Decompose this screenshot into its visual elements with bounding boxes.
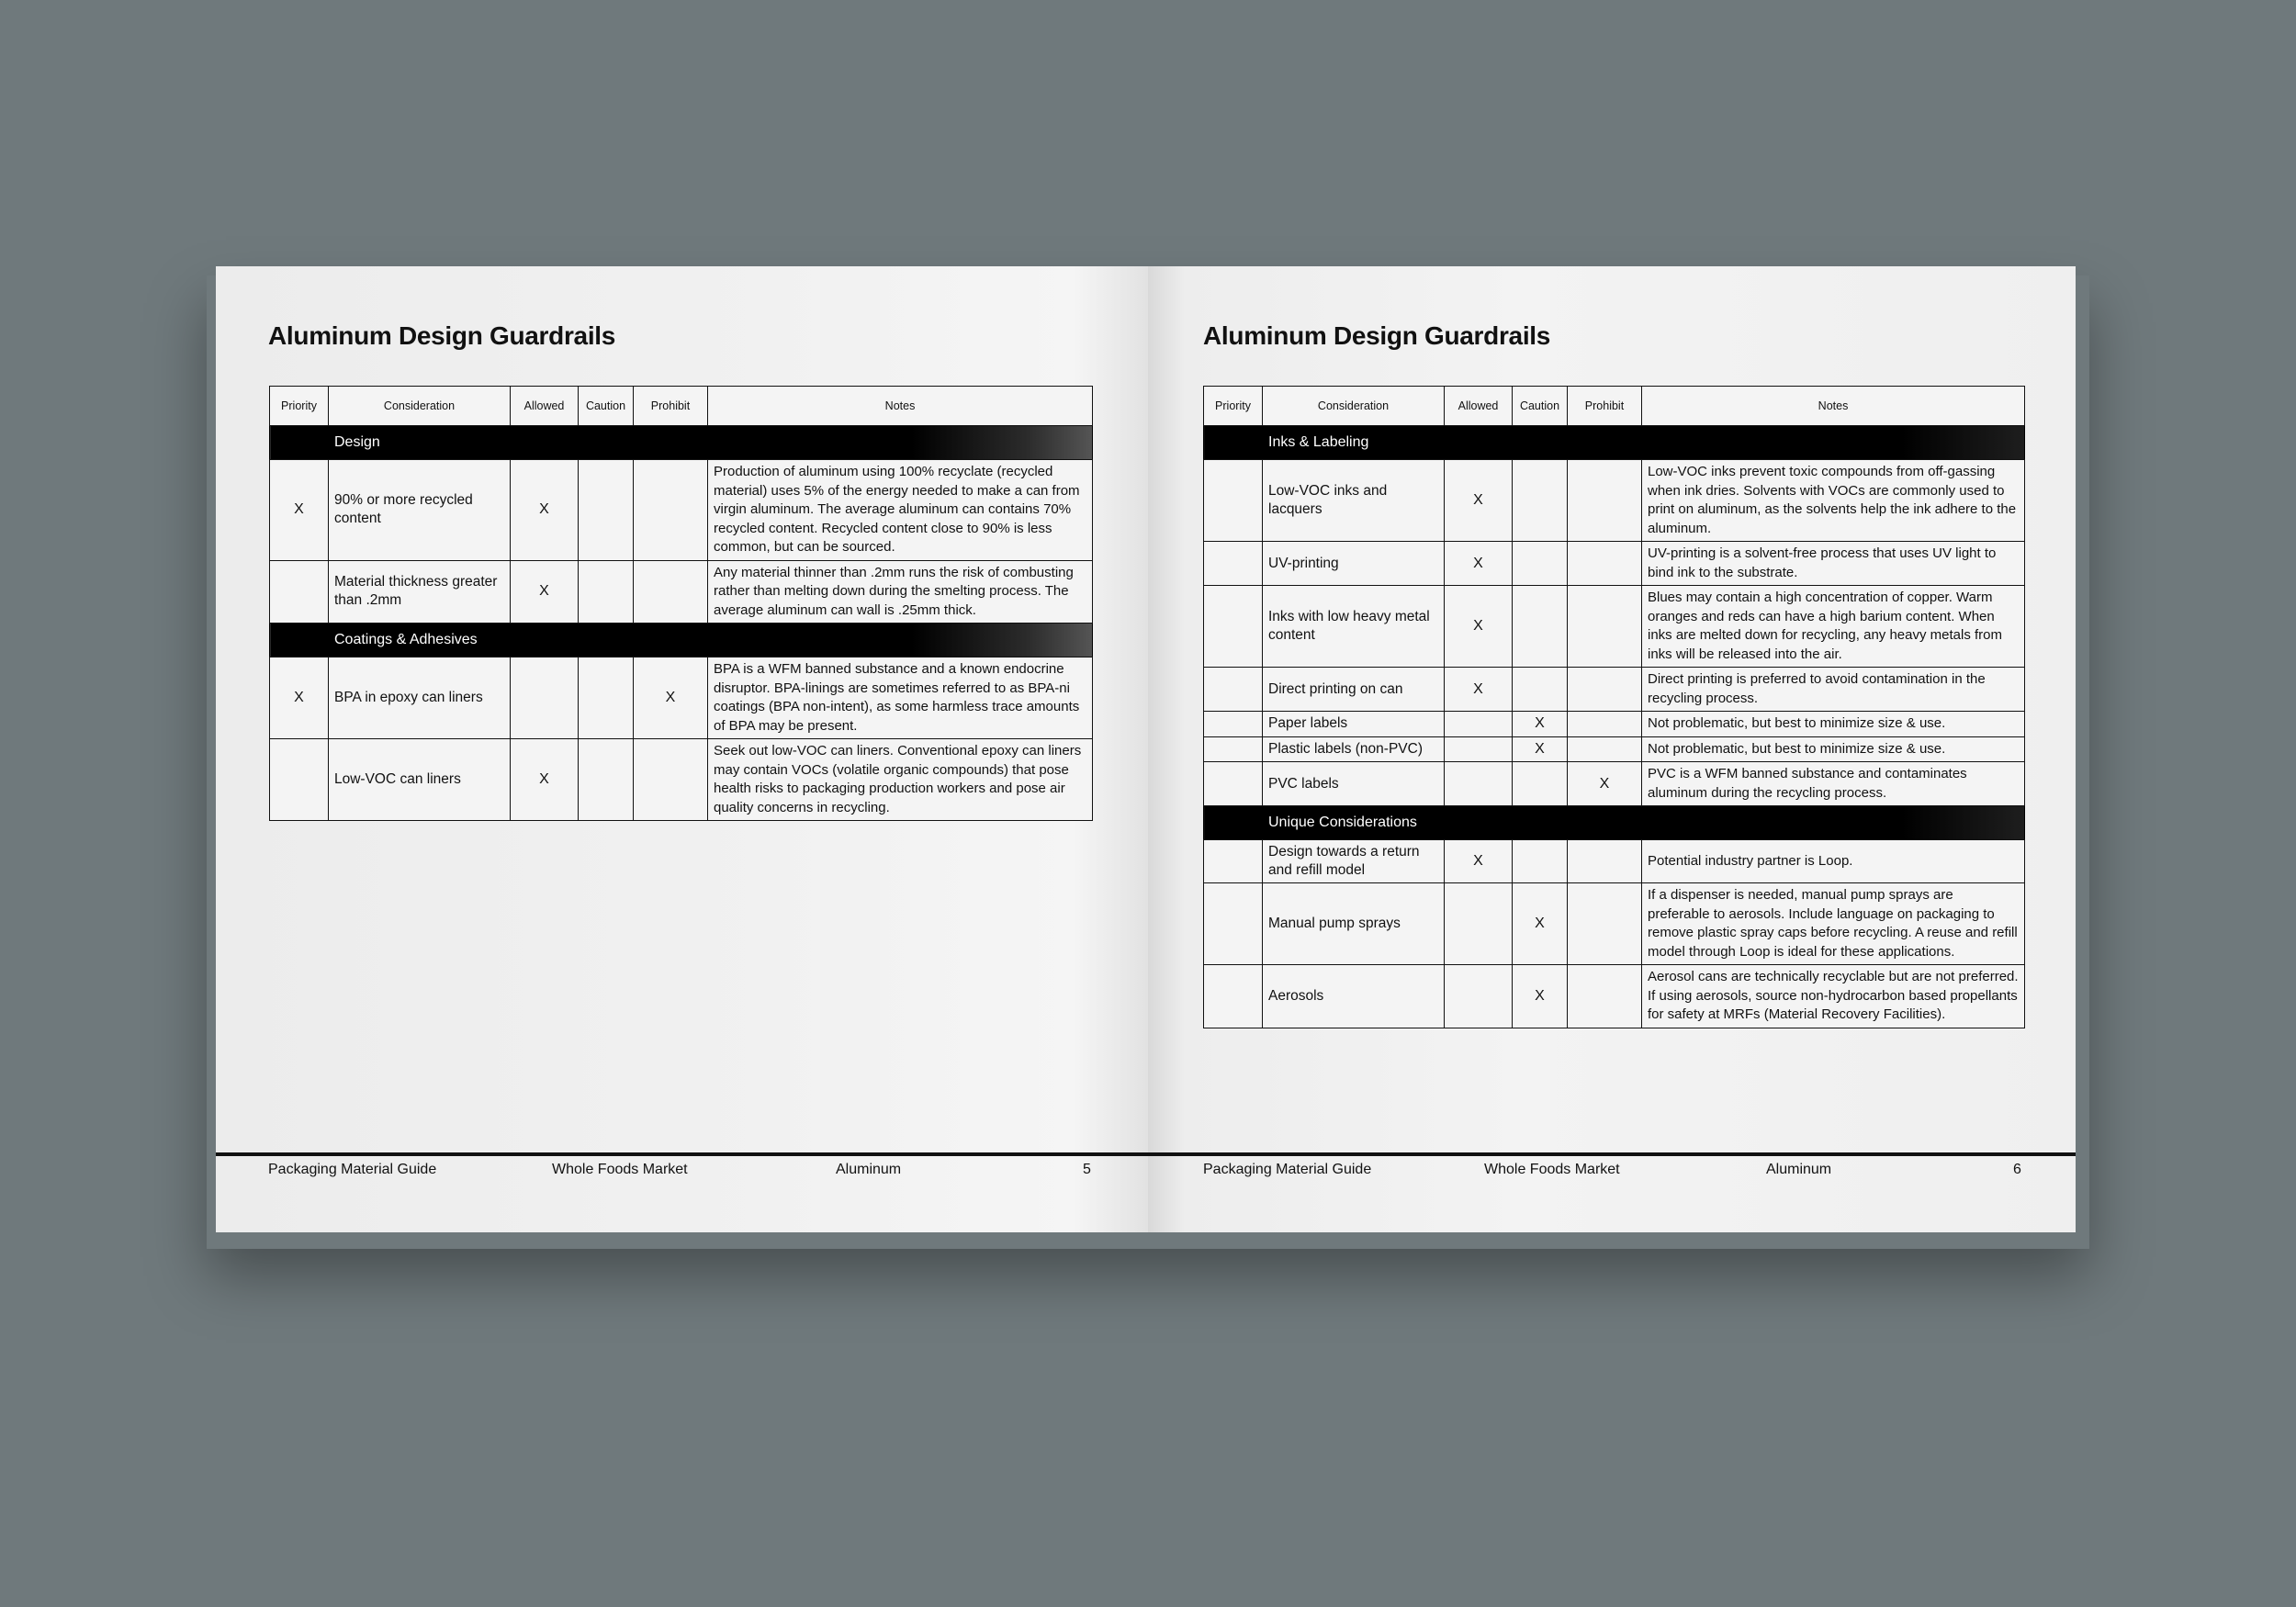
prohibit-cell [634,739,708,821]
header-priority: Priority [270,387,329,426]
header-prohibit: Prohibit [634,387,708,426]
table-row [1204,762,2025,806]
consideration-cell: Inks with low heavy metal content [1263,586,1445,668]
consideration-cell: BPA in epoxy can liners [329,657,511,739]
consideration-cell: Paper labels [1263,712,1445,737]
table-row [1204,712,2025,737]
table-body [270,426,1093,821]
caution-cell [1513,460,1568,542]
caution-cell [579,460,634,561]
section-header-row [270,624,1093,657]
allowed-cell: X [511,739,579,821]
footer-guide: Packaging Material Guide [1203,1162,1372,1177]
allowed-cell: X [1445,840,1513,883]
priority-cell [270,560,329,624]
notes-cell: PVC is a WFM banned substance and contaminates aluminum during the recycling process. [1642,762,2025,806]
right-page [1148,266,2076,1232]
header-allowed: Allowed [511,387,579,426]
consideration-cell: Aerosols [1263,965,1445,1028]
priority-cell [1204,736,1263,762]
prohibit-cell: X [634,657,708,739]
header-notes: Notes [708,387,1093,426]
priority-cell [1204,542,1263,586]
priority-cell [1204,965,1263,1028]
allowed-cell: X [511,460,579,561]
caution-cell [579,657,634,739]
notes-cell: Potential industry partner is Loop. [1642,840,2025,883]
prohibit-cell: X [1568,762,1642,806]
prohibit-cell [634,560,708,624]
footer-page-number: 6 [2013,1162,2021,1177]
page-title: Aluminum Design Guardrails [1203,321,1551,350]
consideration-cell: Design towards a return and refill model [1263,840,1445,883]
caution-cell [1513,840,1568,883]
caution-cell [1513,586,1568,668]
section-label: Design [270,426,1093,460]
table-row [1204,460,2025,542]
header-priority: Priority [1204,387,1263,426]
table-row [270,460,1093,561]
table-row [1204,586,2025,668]
priority-cell [1204,762,1263,806]
section-header-row [270,426,1093,460]
consideration-cell: Low-VOC inks and lacquers [1263,460,1445,542]
footer-rule [216,1152,1148,1156]
consideration-cell: 90% or more recycled content [329,460,511,561]
prohibit-cell [1568,460,1642,542]
page-title: Aluminum Design Guardrails [268,321,616,350]
section-header-row [1204,426,2025,460]
footer-guide: Packaging Material Guide [268,1162,437,1177]
footer-page-number: 5 [1083,1162,1091,1177]
guardrails-table [269,386,1093,821]
header-caution: Caution [1513,387,1568,426]
footer-brand: Whole Foods Market [1484,1162,1620,1177]
section-label: Inks & Labeling [1204,426,2025,460]
consideration-cell: PVC labels [1263,762,1445,806]
footer-material: Aluminum [1766,1162,1832,1177]
allowed-cell [511,657,579,739]
allowed-cell: X [1445,668,1513,712]
header-allowed: Allowed [1445,387,1513,426]
allowed-cell [1445,883,1513,965]
notes-cell: UV-printing is a solvent-free process that uses UV light to bind ink to the substrate. [1642,542,2025,586]
allowed-cell: X [1445,542,1513,586]
header-consideration: Consideration [1263,387,1445,426]
table-row [1204,965,2025,1028]
allowed-cell [1445,965,1513,1028]
notes-cell: Any material thinner than .2mm runs the risk of combusting rather than melting down during the smelting process. The average aluminum can wall is .25mm thick. [708,560,1093,624]
consideration-cell: UV-printing [1263,542,1445,586]
prohibit-cell [1568,542,1642,586]
prohibit-cell [1568,668,1642,712]
header-consideration: Consideration [329,387,511,426]
allowed-cell: X [511,560,579,624]
notes-cell: BPA is a WFM banned substance and a known endocrine disruptor. BPA-linings are sometimes referred to as BPA-ni coatings (BPA non-intent), as some harmless trace amounts of BPA may be present. [708,657,1093,739]
priority-cell [1204,712,1263,737]
prohibit-cell [1568,840,1642,883]
footer-rule [1148,1152,2076,1156]
table-header-row [270,387,1093,426]
left-page [216,266,1148,1232]
caution-cell [1513,762,1568,806]
header-caution: Caution [579,387,634,426]
notes-cell: Production of aluminum using 100% recyclate (recycled material) uses 5% of the energy needed to make a can from virgin aluminum. The average aluminum can contains 70% recycled content. Recycled content close to 90% is less common, but can be sourced. [708,460,1093,561]
table-row [1204,542,2025,586]
table-row [1204,736,2025,762]
caution-cell [579,560,634,624]
priority-cell: X [270,460,329,561]
consideration-cell: Manual pump sprays [1263,883,1445,965]
allowed-cell [1445,712,1513,737]
header-notes: Notes [1642,387,2025,426]
notes-cell: Direct printing is preferred to avoid contamination in the recycling process. [1642,668,2025,712]
table-row [270,657,1093,739]
prohibit-cell [1568,712,1642,737]
footer-material: Aluminum [836,1162,902,1177]
notes-cell: Not problematic, but best to minimize size & use. [1642,736,2025,762]
caution-cell: X [1513,965,1568,1028]
notes-cell: If a dispenser is needed, manual pump sprays are preferable to aerosols. Include language on packaging to remove plastic spray caps before recycling. A reuse and refill model through Loop is ideal for these applications. [1642,883,2025,965]
consideration-cell: Material thickness greater than .2mm [329,560,511,624]
priority-cell [1204,460,1263,542]
prohibit-cell [1568,736,1642,762]
allowed-cell [1445,762,1513,806]
notes-cell: Low-VOC inks prevent toxic compounds from off-gassing when ink dries. Solvents with VOCs are commonly used to print on aluminum, as the solvents help the ink adhere to the aluminum. [1642,460,2025,542]
section-label: Unique Considerations [1204,806,2025,840]
allowed-cell: X [1445,586,1513,668]
caution-cell: X [1513,712,1568,737]
notes-cell: Blues may contain a high concentration of copper. Warm oranges and reds can have a high barium content. When inks are melted down for recycling, any heavy metals from inks will be released into the air. [1642,586,2025,668]
footer-brand: Whole Foods Market [552,1162,688,1177]
notes-cell: Not problematic, but best to minimize size & use. [1642,712,2025,737]
prohibit-cell [1568,883,1642,965]
prohibit-cell [634,460,708,561]
section-header-row [1204,806,2025,840]
table-row [1204,840,2025,883]
consideration-cell: Low-VOC can liners [329,739,511,821]
caution-cell: X [1513,883,1568,965]
caution-cell [1513,668,1568,712]
caution-cell [1513,542,1568,586]
notes-cell: Aerosol cans are technically recyclable but are not preferred. If using aerosols, source non-hydrocarbon based propellants for safety at MRFs (Material Recovery Facilities). [1642,965,2025,1028]
priority-cell [1204,668,1263,712]
section-label: Coatings & Adhesives [270,624,1093,657]
consideration-cell: Plastic labels (non-PVC) [1263,736,1445,762]
table-header-row [1204,387,2025,426]
prohibit-cell [1568,586,1642,668]
caution-cell: X [1513,736,1568,762]
priority-cell: X [270,657,329,739]
table-row [1204,883,2025,965]
table-row [270,739,1093,821]
notes-cell: Seek out low-VOC can liners. Conventional epoxy can liners may contain VOCs (volatile organic compounds) that pose health risks to packaging production workers and pose air quality concerns in recycling. [708,739,1093,821]
guardrails-table [1203,386,2025,1028]
priority-cell [270,739,329,821]
table-row [1204,668,2025,712]
table-row [270,560,1093,624]
table-body [1204,426,2025,1028]
prohibit-cell [1568,965,1642,1028]
allowed-cell: X [1445,460,1513,542]
consideration-cell: Direct printing on can [1263,668,1445,712]
priority-cell [1204,883,1263,965]
caution-cell [579,739,634,821]
header-prohibit: Prohibit [1568,387,1642,426]
allowed-cell [1445,736,1513,762]
priority-cell [1204,586,1263,668]
priority-cell [1204,840,1263,883]
